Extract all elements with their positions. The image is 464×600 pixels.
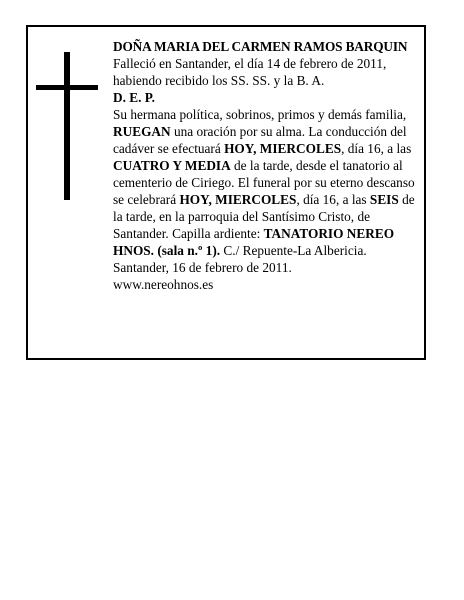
body-text-2: una oración por su alma. La conducción del cadáver se efectuará xyxy=(113,124,407,156)
deceased-name: DOÑA MARIA DEL CARMEN RAMOS BARQUIN xyxy=(113,39,408,54)
website: www.nereohnos.es xyxy=(113,277,214,292)
place-date: Santander, 16 de febrero de 2011. xyxy=(113,260,292,275)
body-text-3: , día 16, a las xyxy=(341,141,412,156)
body-bold-time-1: CUATRO Y MEDIA xyxy=(113,158,231,173)
body-bold-chapel: TANATORIO NEREO HNOS. (sala n.º 1). xyxy=(113,226,395,258)
body-text-7: C./ Repuente-La Albericia. xyxy=(220,243,367,258)
death-announcement: Falleció en Santander, el día 14 de febrero de 2011, habiendo recibido los SS. SS. y la B. A. xyxy=(113,56,387,88)
body-bold-time-2: SEIS xyxy=(369,192,399,207)
body-text-5: , día 16, a las xyxy=(296,192,370,207)
cross-horizontal-bar xyxy=(36,85,98,90)
body-text-1: Su hermana política, sobrinos, primos y demás familia, xyxy=(113,107,407,122)
body-text-6: de la tarde, en la parroquia del Santísimo Cristo, de Santander. Capilla ardiente: xyxy=(113,192,415,241)
notice-text xyxy=(113,38,426,293)
latin-cross-icon xyxy=(36,52,98,200)
rip-line: D. E. P. xyxy=(113,90,155,105)
body-bold-ruegan: RUEGAN xyxy=(113,124,171,139)
body-bold-day-2: HOY, MIERCOLES xyxy=(179,192,297,207)
body-bold-day-1: HOY, MIERCOLES xyxy=(224,141,342,156)
notice-body xyxy=(113,106,426,259)
cross-vertical-bar xyxy=(64,52,70,200)
body-text-4: de la tarde, desde el tanatorio al cementerio de Ciriego. El funeral por su eterno descanso se celebrará xyxy=(113,158,415,207)
